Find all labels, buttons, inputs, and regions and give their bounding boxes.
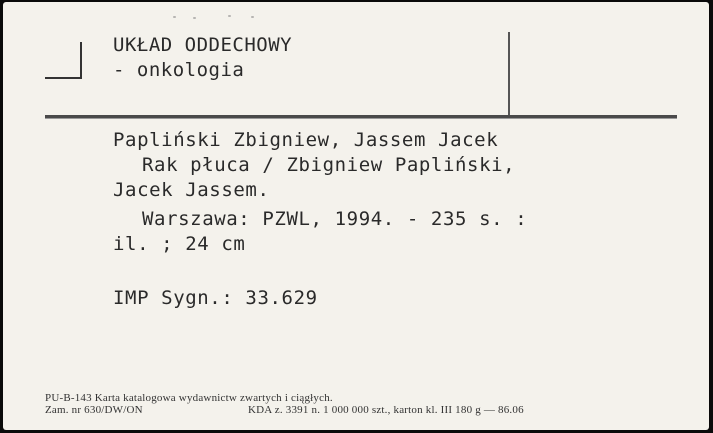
- catalog-card: [3, 2, 709, 430]
- header-divider: [508, 32, 510, 116]
- paper-speck: [193, 17, 196, 19]
- paper-speck: [251, 16, 254, 18]
- header-rule-shadow: [45, 118, 677, 119]
- corner-mark-horizontal: [45, 77, 82, 79]
- subject-heading: UKŁAD ODDECHOWY: [113, 34, 293, 56]
- footer-form-id: PU-B-143 Karta katalogowa wydawnictw zwartych i ciągłych.: [45, 392, 333, 404]
- footer-order: Zam. nr 630/DW/ON: [45, 404, 143, 416]
- subject-subheading: - onkologia: [113, 59, 245, 81]
- entry-title-cont: Jacek Jassem.: [113, 179, 270, 201]
- paper-speck: [228, 15, 231, 17]
- corner-mark-vertical: [80, 42, 82, 78]
- entry-call-number: IMP Sygn.: 33.629: [113, 287, 318, 309]
- paper-speck: [173, 16, 176, 18]
- entry-imprint: Warszawa: PZWL, 1994. - 235 s. :: [142, 208, 528, 230]
- entry-title: Rak płuca / Zbigniew Papliński,: [142, 154, 516, 176]
- entry-authors: Papliński Zbigniew, Jassem Jacek: [113, 129, 499, 151]
- footer-print-info: KDA z. 3391 n. 1 000 000 szt., karton kl. III 180 g — 86.06: [248, 404, 524, 416]
- entry-physical: il. ; 24 cm: [113, 233, 246, 255]
